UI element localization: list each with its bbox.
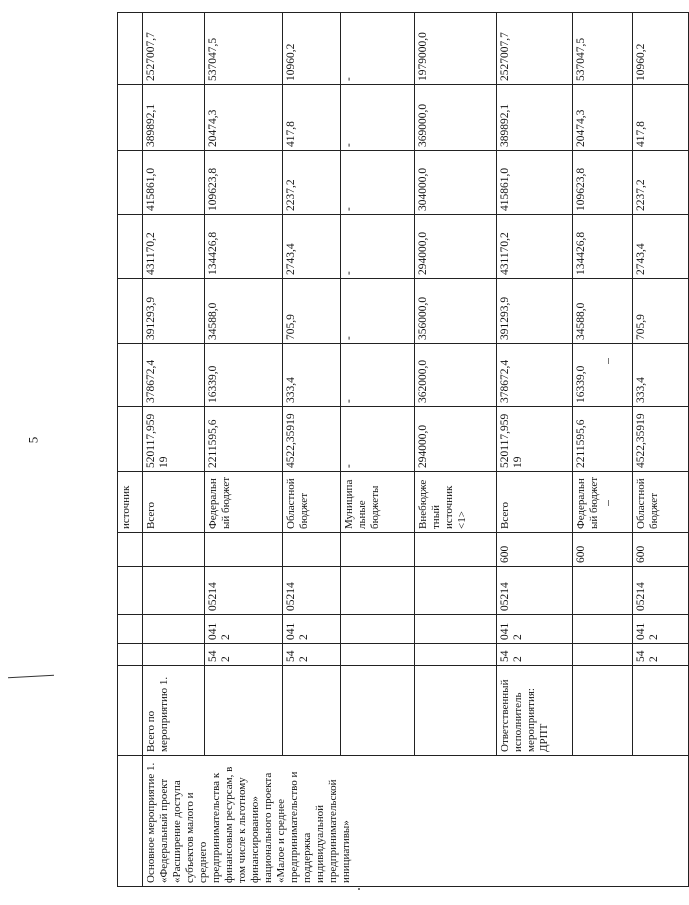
code-cell: 05214 [205,567,283,615]
value-cell: 389892,1 [497,85,573,151]
sources-header: источник [118,472,143,533]
scan-mark [8,675,54,678]
role-cell: Всего по мероприятию 1. [143,666,205,756]
code-cell: 600 [497,533,573,567]
page-number: 5 [25,436,41,444]
value-cell: 2237,2 [633,151,689,215]
source-cell: Внебюджетный источник <1> [415,472,497,533]
table-row [143,13,205,887]
table-header-row [118,13,143,887]
source-cell: Всего [143,472,205,533]
code-cell: 542 [205,644,283,666]
header-cell [118,644,143,666]
code-cell [283,533,341,567]
value-cell: 2237,2 [283,151,341,215]
value-cell: 1979000,0 [415,13,497,85]
header-cell [118,85,143,151]
code-cell [341,615,415,644]
code-cell: 05214 [283,567,341,615]
role-cell [205,666,283,756]
value-cell: - [341,215,415,279]
value-cell: 109623,8 [205,151,283,215]
header-cell [118,533,143,567]
source-cell: Федеральный бюджет [205,472,283,533]
value-cell: 705,9 [283,279,341,344]
value-cell: 294000,0 [415,407,497,472]
value-cell: 431170,2 [143,215,205,279]
role-cell [283,666,341,756]
code-cell [205,533,283,567]
code-cell: 0412 [205,615,283,644]
code-cell [143,567,205,615]
table-row [415,13,497,887]
value-cell: 415861,0 [497,151,573,215]
header-cell [118,567,143,615]
value-cell: 2211595,6 [205,407,283,472]
main-activity-cell: Основное мероприятие 1. «Федеральный проект «Расширение доступа субъектов малого и среднего предпринимательства к финансовым ресурсам, в том числе к льготному финансированию» национального проекта «Малое и среднее предпринимательство и поддержка индивидуальной предпринимательской инициативы» [143,756,689,887]
value-cell: 16339,0 [205,344,283,407]
value-cell: 2743,4 [633,215,689,279]
header-cell [118,666,143,756]
header-cell [118,407,143,472]
code-cell [341,567,415,615]
program-funding-table [117,12,689,887]
table-row [205,13,283,887]
role-cell [341,666,415,756]
code-cell [143,615,205,644]
value-cell: 333,4 [283,344,341,407]
code-cell: 0412 [283,615,341,644]
value-cell: 415861,0 [143,151,205,215]
code-cell: 600 [573,533,633,567]
scan-dot [358,888,360,890]
rotated-table-wrapper [117,13,660,887]
header-cell [118,13,143,85]
code-cell: 542 [283,644,341,666]
header-cell [118,756,143,887]
value-cell: - [341,279,415,344]
value-cell: 20474,3 [205,85,283,151]
source-cell: Муниципальные бюджеты [341,472,415,533]
header-cell [118,151,143,215]
table-row [497,13,573,887]
source-cell: Областной бюджет [633,472,689,533]
value-cell: - [341,13,415,85]
value-cell: 2527007,7 [143,13,205,85]
value-cell: 4522,35919 [633,407,689,472]
code-cell [573,567,633,615]
value-cell: - [341,151,415,215]
table-row [573,13,633,887]
code-cell: 542 [633,644,689,666]
value-cell: 2527007,7 [497,13,573,85]
value-cell: 391293,9 [497,279,573,344]
value-cell: 10960,2 [283,13,341,85]
value-cell: 2743,4 [283,215,341,279]
value-cell: 16339,0 [573,344,633,407]
value-cell: 34588,0 [205,279,283,344]
value-cell: 134426,8 [573,215,633,279]
value-cell: 417,8 [283,85,341,151]
table-row [633,13,689,887]
code-cell [341,533,415,567]
value-cell: 378672,4 [497,344,573,407]
value-cell: 391293,9 [143,279,205,344]
header-cell [118,615,143,644]
code-cell: 600 [633,533,689,567]
value-cell: 20474,3 [573,85,633,151]
code-cell [415,644,497,666]
source-cell: Федеральный бюджет [573,472,633,533]
code-cell: 05214 [633,567,689,615]
code-cell: 542 [497,644,573,666]
header-cell [118,344,143,407]
value-cell: 362000,0 [415,344,497,407]
value-cell: 134426,8 [205,215,283,279]
value-cell: 34588,0 [573,279,633,344]
value-cell: 4522,35919 [283,407,341,472]
value-cell: - [341,85,415,151]
source-cell: Областной бюджет [283,472,341,533]
value-cell: 356000,0 [415,279,497,344]
value-cell: 304000,0 [415,151,497,215]
value-cell: 537047,5 [573,13,633,85]
value-cell: 431170,2 [497,215,573,279]
code-cell [143,533,205,567]
code-cell [143,644,205,666]
value-cell: 10960,2 [633,13,689,85]
source-cell: Всего [497,472,573,533]
header-cell [118,279,143,344]
code-cell [415,567,497,615]
value-cell: 520117,95919 [143,407,205,472]
value-cell: 537047,5 [205,13,283,85]
code-cell: 0412 [633,615,689,644]
value-cell: 294000,0 [415,215,497,279]
value-cell: - [341,407,415,472]
value-cell: - [341,344,415,407]
value-cell: 520117,95919 [497,407,573,472]
code-cell [573,615,633,644]
value-cell: 109623,8 [573,151,633,215]
header-cell [118,215,143,279]
code-cell [415,615,497,644]
code-cell [573,644,633,666]
role-cell [633,666,689,756]
value-cell: 333,4 [633,344,689,407]
value-cell: 389892,1 [143,85,205,151]
value-cell: 417,8 [633,85,689,151]
value-cell: 369000,0 [415,85,497,151]
value-cell: 378672,4 [143,344,205,407]
table-row [341,13,415,887]
code-cell: 05214 [497,567,573,615]
role-cell [573,666,633,756]
code-cell [415,533,497,567]
code-cell: 0412 [497,615,573,644]
value-cell: 2211595,6 [573,407,633,472]
role-cell [415,666,497,756]
code-cell [341,644,415,666]
role-cell: Ответственный исполнитель мероприятия: ДРПТ [497,666,573,756]
value-cell: 705,9 [633,279,689,344]
table-row [283,13,341,887]
